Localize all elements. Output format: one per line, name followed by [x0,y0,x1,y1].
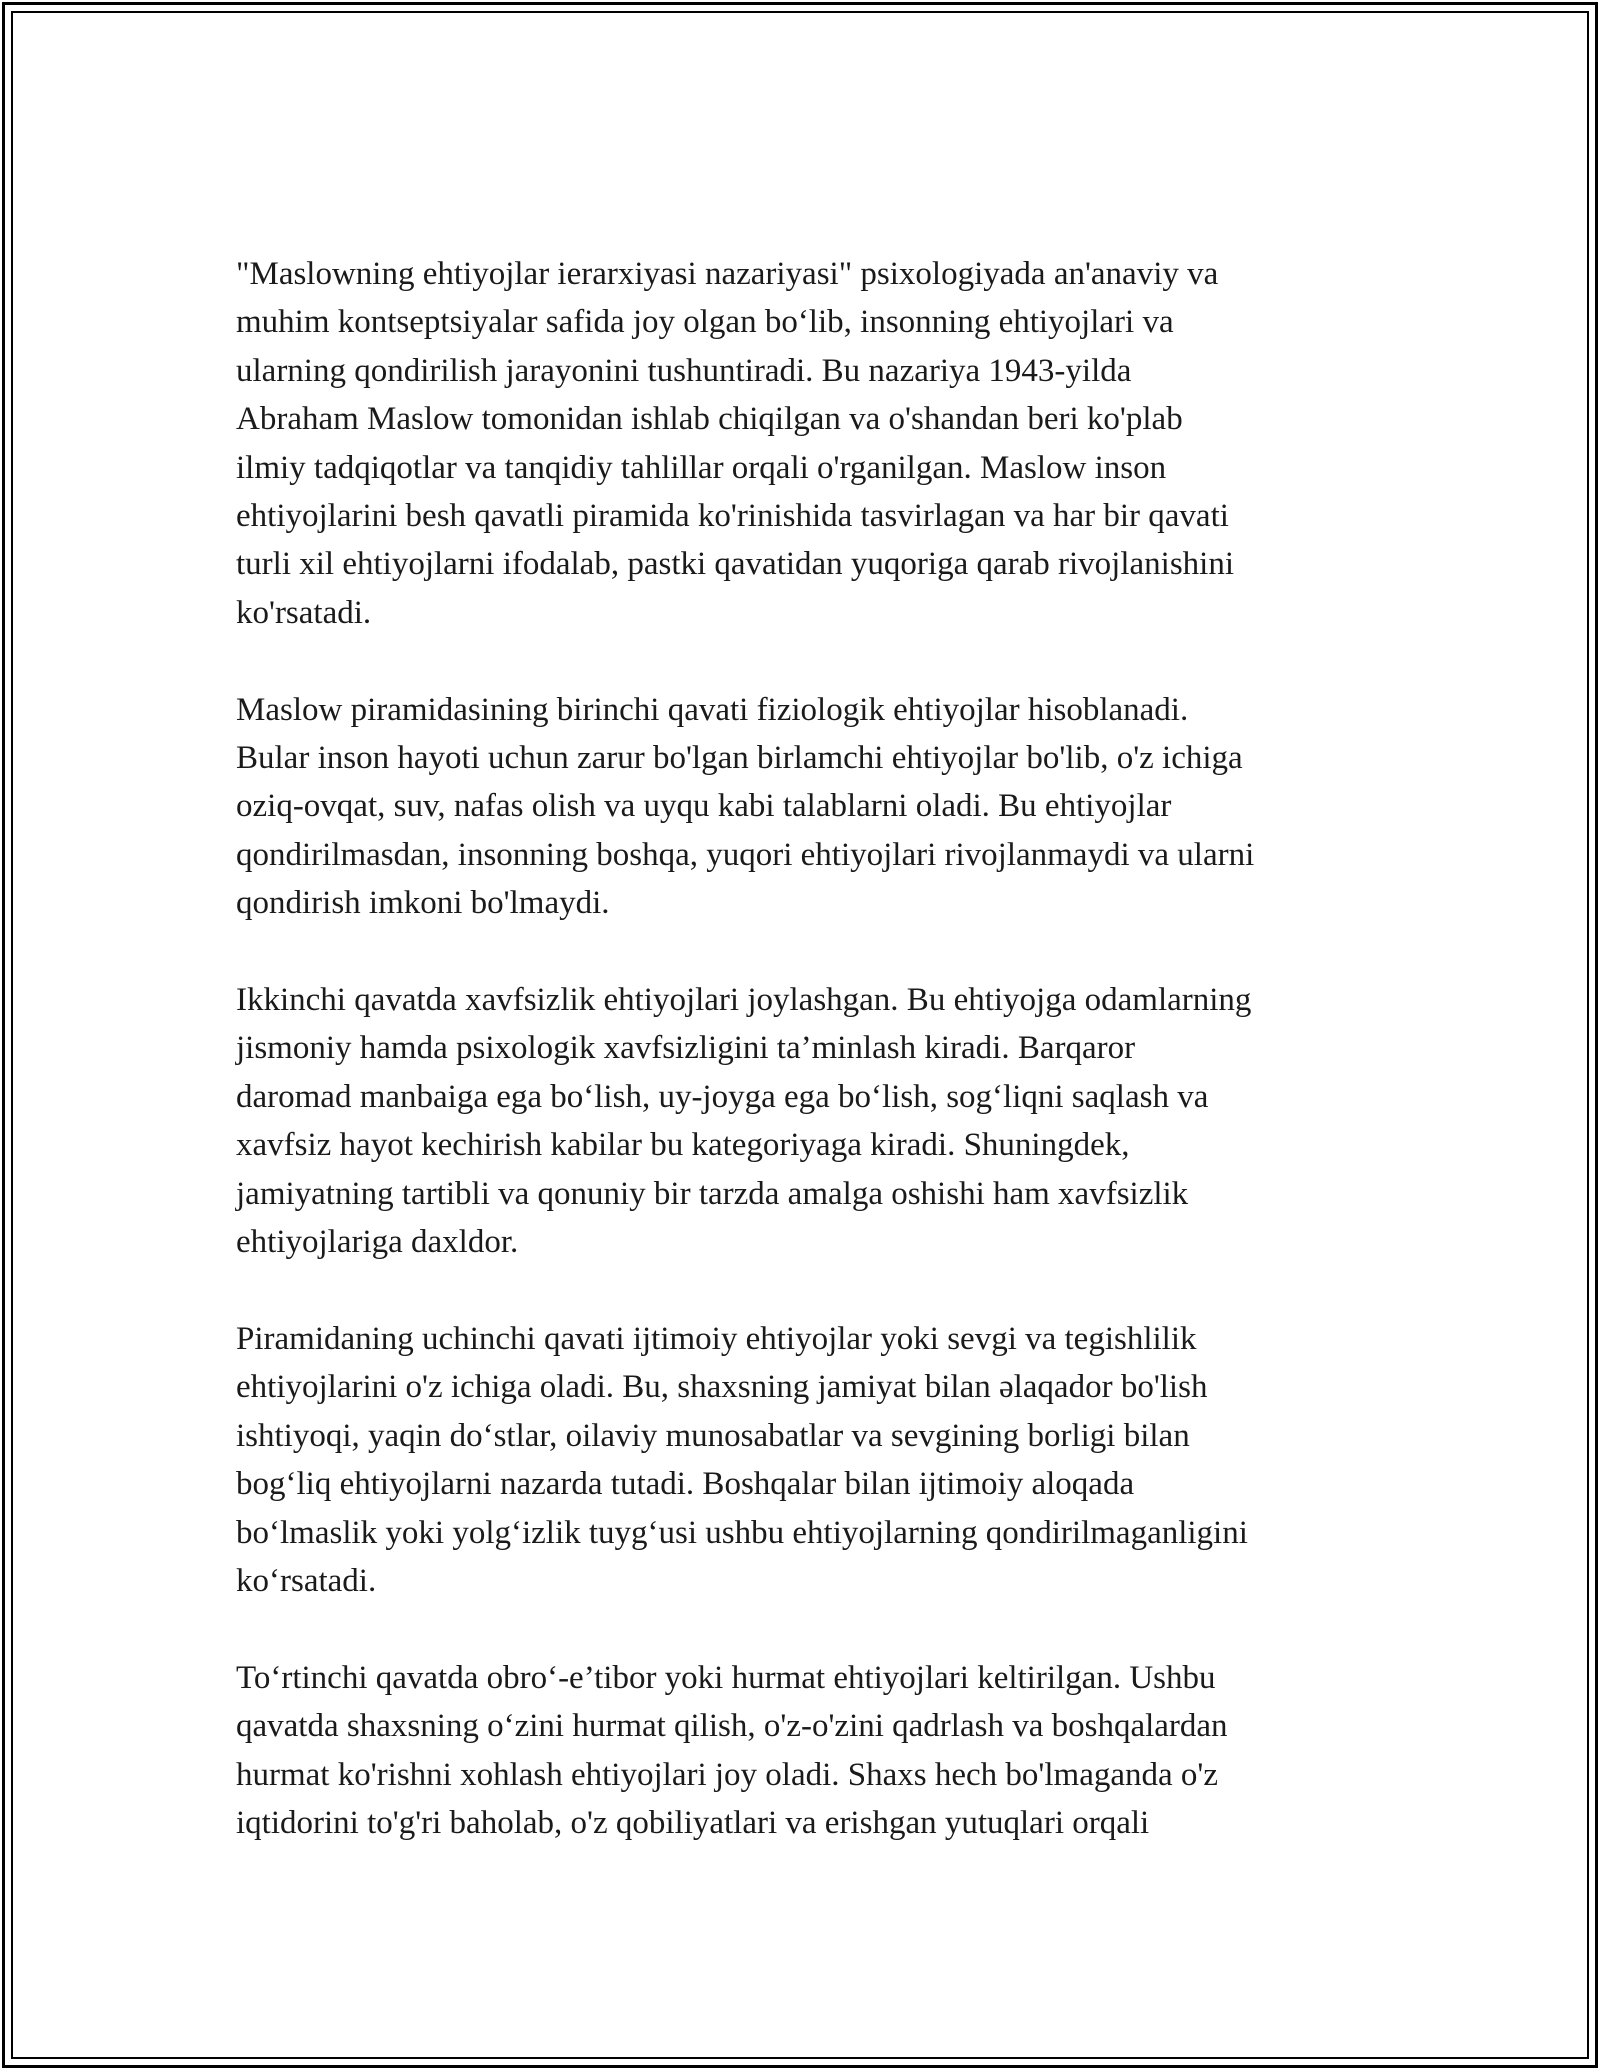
paragraph-physiological-needs: Maslow piramidasining birinchi qavati fiziologik ehtiyojlar hisoblanadi. Bular inson hayoti uchun zarur bo'lgan birlamchi ehtiyojlar bo'lib, o'z ichiga oziq-ovqat, suv, nafas olish va uyqu kabi talablarni oladi. Bu ehtiyojlar qondirilmasdan, insonning boshqa, yuqori ehtiyojlari rivojlanmaydi va ularni qondirish imkoni bo'lmaydi. [236,691,1255,922]
paragraph-esteem-needs: To‘rtinchi qavatda obro‘-e’tibor yoki hurmat ehtiyojlari keltirilgan. Ushbu qavatda shaxsning o‘zini hurmat qilish, o'z-o'zini qadrlash va boshqalardan hurmat ko'rishni xohlash ehtiyojlari joy oladi. Shaxs hech bo'lmaganda o'z iqtidorini to'g'ri baholab, o'z qobiliyatlari va erishgan yutuqlari orqali [236,1659,1228,1841]
paragraph-maslow-intro: "Maslowning ehtiyojlar ierarxiyasi nazariyasi" psixologiyada an'anaviy va muhim kontseptsiyalar safida joy olgan bo‘lib, insonning ehtiyojlari va ularning qondirilish jarayonini tushuntiradi. Bu nazariya 1943-yilda Abraham Maslow tomonidan ishlab chiqilgan va o'shandan beri ko'plab ilmiy tadqiqotlar va tanqidiy tahlillar orqali o'rganilgan. Maslow inson ehtiyojlarini besh qavatli piramida ko'rinishida tasvirlagan va har bir qavati turli xil ehtiyojlarni ifodalab, pastki qavatidan yuqoriga qarab rivojlanishini ko'rsatadi. [236,256,1235,631]
paragraph-social-needs: Piramidaning uchinchi qavati ijtimoiy ehtiyojlar yoki sevgi va tegishlilik ehtiyojlarini o'z ichiga oladi. Bu, shaxsning jamiyat bilan əlaqador bo'lish ishtiyoqi, yaqin do‘stlar, oilaviy munosabatlar va sevgining borligi bilan bog‘liq ehtiyojlarni nazarda tutadi. Boshqalar bilan ijtimoiy aloqada bo‘lmaslik yoki yolg‘izlik tuyg‘usi ushbu ehtiyojlarning qondirilmaganligini ko‘rsatadi. [236,1320,1248,1599]
paragraph-safety-needs: Ikkinchi qavatda xavfsizlik ehtiyojlari joylashgan. Bu ehtiyojga odamlarning jismoniy hamda psixologik xavfsizligini ta’minlash kiradi. Barqaror daromad manbaiga ega bo‘lish, uy-joyga ega bo‘lish, sog‘liqni saqlash va xavfsiz hayot kechirish kabilar bu kategoriyaga kiradi. Shuningdek, jamiyatning tartibli va qonuniy bir tarzda amalga oshishi ham xavfsizlik ehtiyojlariga daxldor. [236,982,1252,1261]
document-body [236,250,1386,1896]
